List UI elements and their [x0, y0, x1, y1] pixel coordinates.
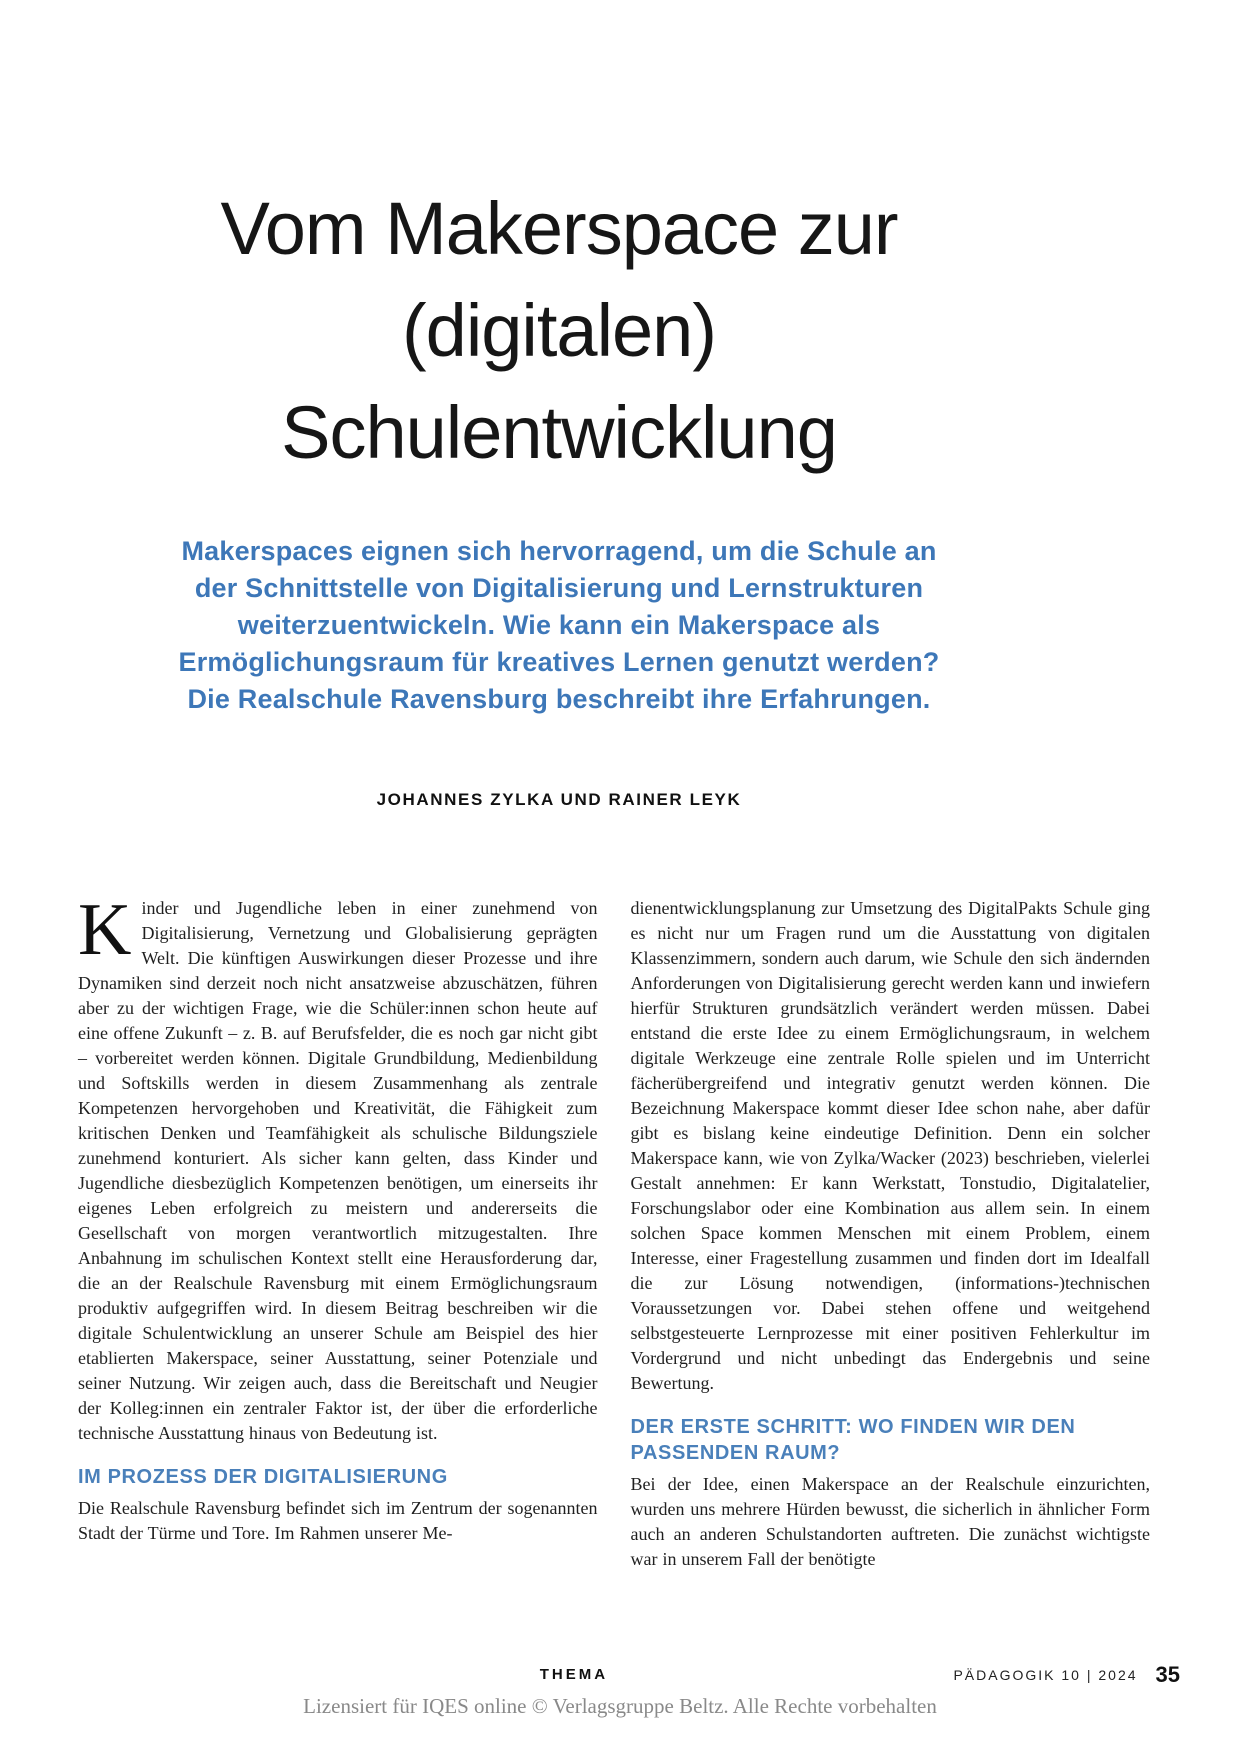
title-line: Schulentwicklung: [281, 390, 837, 474]
drop-cap: K: [78, 889, 132, 972]
intro-paragraph-text: inder und Jugendliche leben in einer zunehmend von Digitalisierung, Vernetzung und Globalisierung geprägten Welt. Die künftigen Auswirkungen dieser Prozesse und ihre Dynamiken sind derzeit noch nicht ansatzweise abzuschätzen, führen aber zu der wichtigen Frage, wie die Schüler:innen schon heute auf eine offene Zukunft – z. B. auf Berufsfelder, die es noch gar nicht gibt – vorbereitet werden können. Digitale Grundbildung, Medienbildung und Softskills werden in diesem Zusammenhang als zentrale Kompetenzen hervorgehoben und Kreativität, die Fähigkeit zum kritischen Denken und Teamfähigkeit als schulische Bildungsziele zunehmend konturiert. Als sicher kann gelten, dass Kinder und Jugendliche diesbezüglich Kompetenzen benötigen, um einerseits ihr eigenes Leben erfolgreich zu meistern und andererseits die Gesellschaft von morgen verantwortlich mitzugestalten. Ihre Anbahnung im schulischen Kontext stellt eine Herausforderung dar, die an der Realschule Ravensburg mit einem Ermöglichungsraum produktiv aufgegriffen wird. In diesem Beitrag beschreiben wir die digitale Schulentwicklung an unserer Schule am Beispiel des hier etablierten Makerspace, seiner Ausstattung, seiner Potenziale und seiner Nutzung. Wir zeigen auch, dass die Bereitschaft und Neugier der Kolleg:innen ein zentraler Faktor ist, der über die erforderliche technische Ausstattung hinaus von Bedeutung ist.: [78, 898, 598, 1444]
footer-right-group: [953, 1662, 1180, 1688]
byline: JOHANNES ZYLKA UND RAINER LEYK: [376, 790, 742, 810]
footer-section-label: THEMA: [539, 1666, 609, 1683]
intro-paragraph: [78, 889, 598, 1446]
column-right: [631, 896, 1151, 1572]
lead-line: weiterzuentwickeln. Wie kann ein Makerspace als: [237, 610, 881, 641]
section2-paragraph: Bei der Idee, einen Makerspace an der Realschule einzurichten, wurden uns mehrere Hürden bewusst, die sicherlich in ähnlicher Form auch an anderen Schulstandorten auftreten. Die zunächst wichtigste war in unserem Fall der benötigte: [630, 1474, 1150, 1570]
article-header: [78, 0, 1040, 810]
lead-line: Die Realschule Ravensburg beschreibt ihre Erfahrungen.: [187, 684, 931, 715]
column2-paragraph: dienentwicklungsplanung zur Umsetzung des DigitalPakts Schule ging es nicht nur um Fragen rund um die Ausstattung von digitalen Klassenzimmern, sondern auch darum, wie Schule den sich ändernden Anforderungen von Digitalisierung gerecht werden kann und inwiefern hierfür Strukturen grundsätzlich verändert werden müssen. Dabei entstand die erste Idee zu einem Ermöglichungsraum, in welchem digitale Werkzeuge eine zentrale Rolle spielen und im Unterricht fächerübergreifend und integrativ genutzt werden können. Die Bezeichnung Makerspace kommt dieser Idee schon nahe, aber dafür gibt es bislang keine eindeutige Definition. Denn ein solcher Makerspace kann, wie von Zylka/Wacker (2023) beschrieben, vielerlei Gestalt annehmen: Er kann Werkstatt, Tonstudio, Digitalatelier, Forschungslabor oder eine Kombination aus allem sein. In einem solchen Space kommen Menschen mit einem Problem, einem Interesse, einer Fragestellung zusammen und finden dort im Idealfall die zur Lösung notwendigen, (informations-)technischen Voraussetzungen vor. Dabei stehen offene und weitgehend selbstgesteuerte Lernprozesse mit einer positiven Fehlerkultur im Vordergrund und nicht unbedingt das Endergebnis und seine Bewertung.: [630, 898, 1150, 1394]
column-left: [78, 889, 598, 1572]
lead-line: Makerspaces eignen sich hervorragend, um die Schule an: [181, 536, 937, 567]
section-heading-digitalisierung: IM PROZESS DER DIGITALISIERUNG: [78, 1466, 448, 1489]
lead-line: der Schnittstelle von Digitalisierung und Lernstrukturen: [194, 573, 924, 604]
section-heading-raum: DER ERSTE SCHRITT: WO FINDEN WIR DEN PASSENDEN RAUM?: [630, 1416, 1076, 1465]
section1-paragraph: Die Realschule Ravensburg befindet sich im Zentrum der sogenannten Stadt der Türme und Tore. Im Rahmen unserer Me-: [78, 1498, 598, 1544]
article-columns: [78, 889, 1150, 1572]
page-footer: [78, 1662, 1180, 1692]
page-title: [78, 178, 1040, 484]
lead-line: Ermöglichungsraum für kreatives Lernen genutzt werden?: [178, 647, 940, 678]
title-line: (digitalen): [402, 288, 716, 372]
lead-paragraph: [78, 533, 1040, 718]
footer-page-number: 35: [1155, 1662, 1180, 1687]
footer-journal: PÄDAGOGIK 10 | 2024: [953, 1667, 1138, 1683]
license-notice: Lizensiert für IQES online © Verlagsgruppe Beltz. Alle Rechte vorbehalten: [303, 1694, 937, 1718]
title-line: Vom Makerspace zur: [220, 186, 898, 270]
